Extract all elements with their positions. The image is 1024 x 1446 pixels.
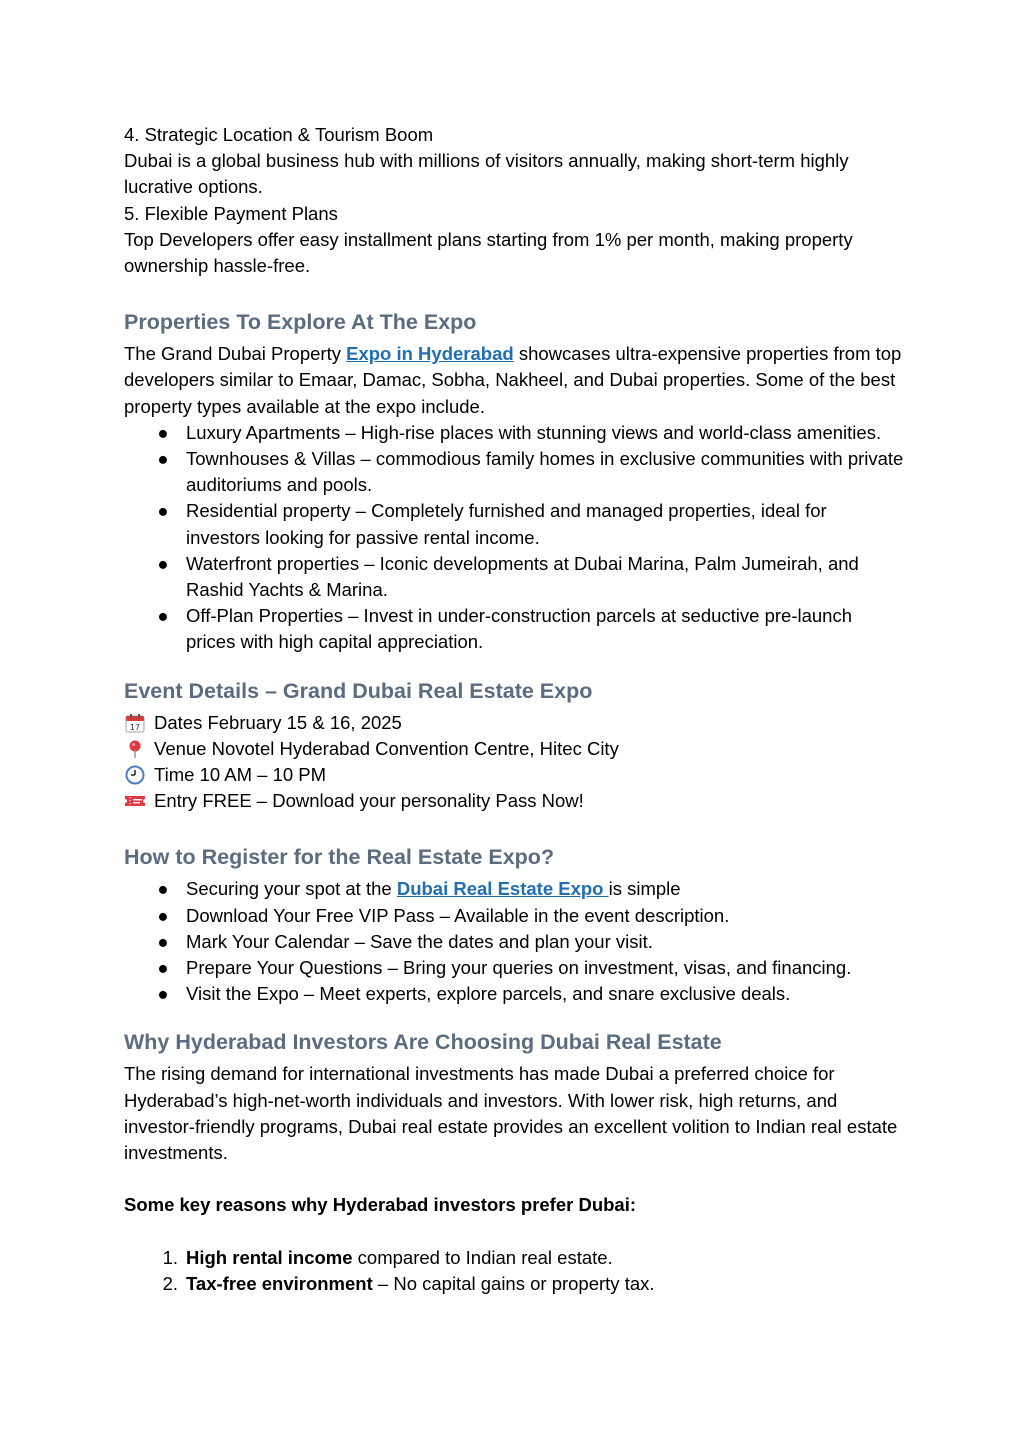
intro-item4-text: Dubai is a global business hub with millions of visitors annually, making short-term highly lucrative options.: [124, 150, 849, 198]
spacer: [124, 1166, 904, 1192]
intro-item4-title: 4. Strategic Location & Tourism Boom: [124, 124, 434, 145]
bullet-icon: ●: [157, 421, 169, 443]
reasons-heading: Some key reasons why Hyderabad investors prefer Dubai:: [124, 1194, 637, 1216]
event-entry-text: Entry FREE – Download your personality Pass Now!: [154, 790, 584, 812]
list-number: 1.: [162, 1246, 178, 1268]
bullet-icon: ●: [157, 878, 169, 900]
svg-text:17: 17: [129, 722, 141, 732]
event-venue-text: Venue Novotel Hyderabad Convention Centre, Hitec City: [154, 737, 619, 759]
why-paragraph: The rising demand for international investments has made Dubai a preferred choice for Hyderabad’s high-net-worth individuals and investors. With lower risk, high returns, and investor-friendly programs, Dubai real estate provides an excellent volition to Indian real estate investments.: [124, 1063, 898, 1164]
list-item: ● Securing your spot at the Dubai Real Estate Expo is simple: [124, 876, 904, 902]
properties-heading: Properties To Explore At The Expo: [124, 310, 477, 335]
bullet-icon: ●: [157, 904, 169, 926]
event-entry: [124, 788, 904, 814]
why-heading: Why Hyderabad Investors Are Choosing Dubai Real Estate: [124, 1030, 722, 1055]
bullet-icon: ●: [157, 500, 169, 522]
list-item: ● Mark Your Calendar – Save the dates and plan your visit.: [124, 929, 904, 955]
calendar-icon: [124, 713, 146, 733]
expo-in-hyderabad-link[interactable]: Expo in Hyderabad: [346, 343, 514, 365]
intro-item5-title: 5. Flexible Payment Plans: [124, 202, 338, 224]
list-item: ● Luxury Apartments – High-rise places with stunning views and world-class amenities.: [124, 420, 904, 446]
properties-intro-after: showcases ultra-expensive properties from top developers similar to Emaar, Damac, Sobha, Nakheel, and Dubai properties. Some of the best property types available at the expo include.: [124, 343, 902, 417]
reasons-list: [124, 1245, 904, 1297]
event-time-text: Time 10 AM – 10 PM: [154, 764, 327, 786]
event-time: [124, 762, 904, 788]
list-item: ● Download Your Free VIP Pass – Available in the event description.: [124, 903, 904, 929]
event-venue: [124, 736, 904, 762]
list-item: ● Residential property – Completely furnished and managed properties, ideal for investors looking for passive rental income.: [157, 500, 827, 548]
bullet-icon: ●: [157, 957, 169, 979]
event-dates-text: Dates February 15 & 16, 2025: [154, 711, 402, 733]
bullet-icon: ●: [157, 983, 169, 1005]
list-item: ● Visit the Expo – Meet experts, explore parcels, and snare exclusive deals.: [124, 981, 904, 1007]
properties-intro-before: The Grand Dubai Property: [124, 343, 347, 365]
properties-intro: [124, 341, 904, 420]
pin-icon: [124, 739, 146, 759]
event-details: [124, 710, 904, 815]
bullet-icon: ●: [157, 552, 169, 574]
property-types-list: [124, 420, 904, 656]
list-item: ● Waterfront properties – Iconic developments at Dubai Marina, Palm Jumeirah, and Rashid Yachts & Marina.: [157, 552, 859, 601]
intro-item5-text: Top Developers offer easy installment plans starting from 1% per month, making property ownership hassle-free.: [124, 228, 853, 277]
list-item: 1. High rental income compared to Indian real estate.: [124, 1245, 904, 1271]
event-details-heading: Event Details – Grand Dubai Real Estate Expo: [124, 678, 593, 703]
ticket-icon: [124, 791, 146, 811]
document-body: [124, 122, 904, 1297]
register-steps-list: [124, 876, 904, 1007]
bullet-icon: ●: [157, 605, 169, 627]
spacer: [124, 1219, 904, 1245]
clock-icon: [124, 765, 146, 785]
bullet-icon: ●: [157, 930, 169, 952]
dubai-real-estate-expo-link[interactable]: Dubai Real Estate Expo: [396, 878, 609, 900]
list-number: 2.: [162, 1272, 178, 1294]
register-heading: How to Register for the Real Estate Expo?: [124, 845, 555, 870]
bullet-icon: ●: [157, 448, 169, 470]
list-item: ● Prepare Your Questions – Bring your queries on investment, visas, and financing.: [124, 955, 904, 981]
event-dates: [124, 710, 904, 736]
list-item: ● Townhouses & Villas – commodious family homes in exclusive communities with private auditoriums and pools.: [157, 448, 904, 496]
list-item: ● Off-Plan Properties – Invest in under-construction parcels at seductive pre-launch prices with high capital appreciation.: [157, 605, 852, 653]
list-item: 2. Tax-free environment – No capital gains or property tax.: [124, 1271, 904, 1297]
